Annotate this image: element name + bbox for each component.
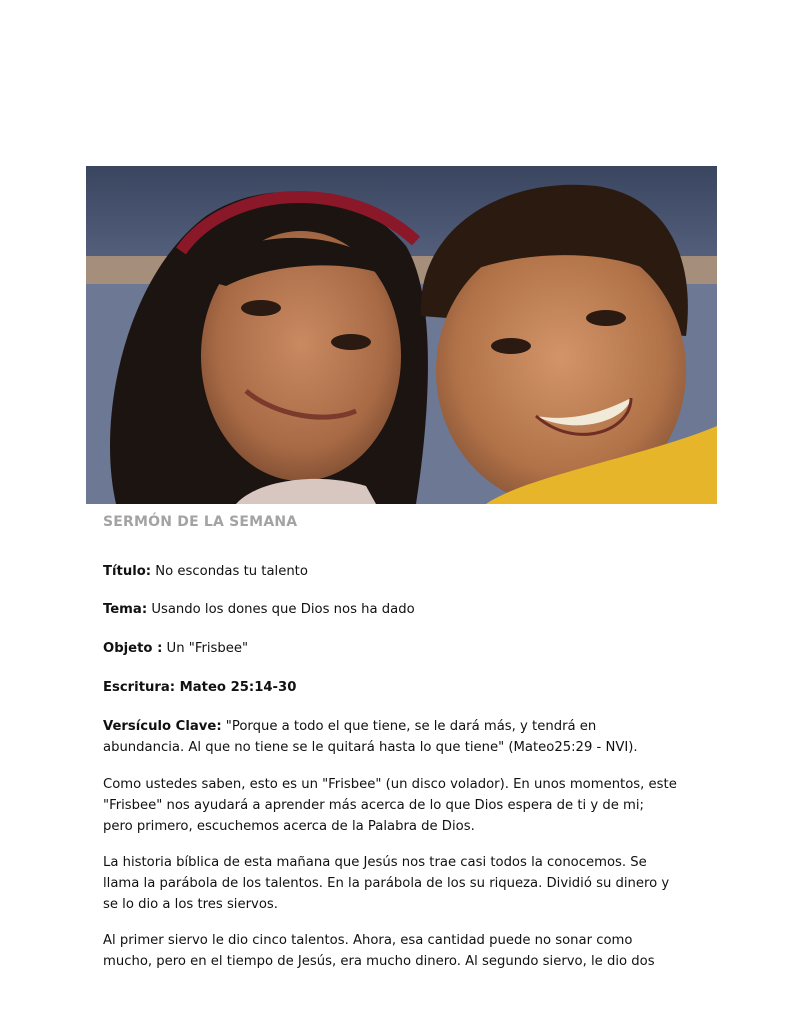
versiculo-line-2: abundancia. Al que no tiene se le quitará hasta lo que tiene" (Mateo25:29 - NVI). [103, 740, 638, 755]
paragraph-line: Al primer siervo le dio cinco talentos. Ahora, esa cantidad puede no sonar como [103, 933, 633, 948]
paragraph-frisbee [103, 774, 713, 837]
objeto-value: Un "Frisbee" [166, 641, 249, 656]
titulo-value: No escondas tu talento [155, 564, 308, 579]
versiculo-line-1: "Porque a todo el que tiene, se le dará más, y tendrá en [225, 719, 597, 734]
paragraph-line: pero primero, escuchemos acerca de la Palabra de Dios. [103, 819, 475, 834]
paragraph-primer-siervo [103, 930, 713, 972]
paragraph-line: La historia bíblica de esta mañana que Jesús nos trae casi todos la conocemos. Se [103, 855, 647, 870]
escritura-label: Escritura: Mateo 25:14-30 [103, 680, 297, 695]
escritura-field [103, 678, 296, 698]
versiculo-label: Versículo Clave: [103, 719, 222, 734]
paragraph-line: mucho, pero en el tiempo de Jesús, era mucho dinero. Al segundo siervo, le dio dos [103, 954, 655, 969]
tema-field [103, 600, 415, 620]
paragraph-historia [103, 852, 713, 915]
paragraph-line: llama la parábola de los talentos. En la parábola de los su riqueza. Dividió su dinero y [103, 876, 670, 891]
objeto-label: Objeto : [103, 641, 163, 656]
paragraph-line: se lo dio a los tres siervos. [103, 897, 278, 912]
objeto-field [103, 639, 248, 659]
titulo-label: Título: [103, 564, 152, 579]
children-photo [86, 166, 717, 504]
tema-value: Usando los dones que Dios nos ha dado [151, 602, 415, 617]
tema-label: Tema: [103, 602, 148, 617]
paragraph-line: Como ustedes saben, esto es un "Frisbee" (un disco volador). En unos momentos, este [103, 777, 677, 792]
titulo-field [103, 562, 308, 582]
section-heading: SERMÓN DE LA SEMANA [103, 514, 298, 530]
versiculo-paragraph [103, 716, 713, 758]
paragraph-line: "Frisbee" nos ayudará a aprender más acerca de lo que Dios espera de ti y de mi; [103, 798, 644, 813]
